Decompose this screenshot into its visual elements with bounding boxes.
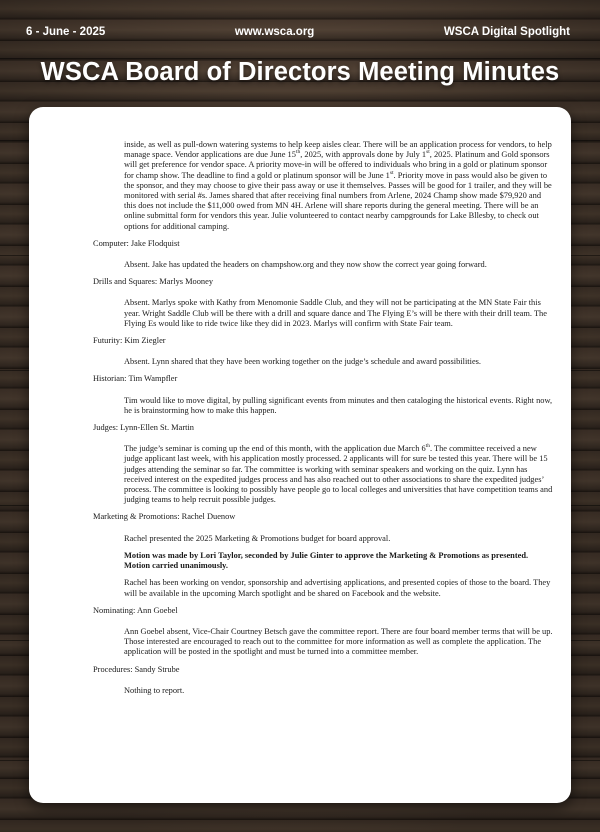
drills-paragraph: Absent. Marlys spoke with Kathy from Menomonie Saddle Club, and they will not be participating at the MN State Fair this year. Wright Saddle Club will be there with a drill and square dance and The Flying E’s will be there with their drill team. The Flying Es would like to ride twice like they did in 2023. Marlys will confirm with State Fair team.	[124, 298, 547, 328]
section-procedures	[93, 686, 555, 696]
section-computer	[93, 260, 555, 270]
committee-heading-futurity: Futurity: Kim Ziegler	[93, 336, 166, 346]
committee-heading-drills: Drills and Squares: Marlys Mooney	[93, 277, 214, 287]
futurity-paragraph: Absent. Lynn shared that they have been working together on the judge’s schedule and award possibilities.	[124, 357, 482, 367]
section-drills	[93, 298, 555, 329]
procedures-paragraph: Nothing to report.	[124, 685, 185, 695]
committee-heading-nominating: Nominating: Ann Goebel	[93, 605, 178, 615]
page-title: WSCA Board of Directors Meeting Minutes	[40, 58, 560, 86]
computer-paragraph: Absent. Jake has updated the headers on champshow.org and they now show the correct year going forward.	[124, 260, 487, 270]
minutes-card	[29, 107, 571, 803]
historian-paragraph: Tim would like to move digital, by pulling significant events from minutes and then cataloging the historical events. Right now, he is brainstorming how to make this happen.	[124, 395, 553, 415]
section-nominating	[93, 627, 555, 658]
page-header	[26, 22, 570, 42]
intro-paragraph: inside, as well as pull-down watering systems to help keep aisles clear. There will be an application process for vendors, to help manage space. Vendor applications are due June 15th, 2025, with approvals done by July 1st, 2025. Platinum and Gold sponsors will get preference for vendor space. A priority move-in will be offered to individuals who bring in a gold or platinum sponsor for champ show. The deadline to find a gold or platinum sponsor will be June 1st. Priority move in pass would also be given to the sponsor, and they may choose to give their pass away or use it themselves. Passes will be good for 1 trailer, and they will be monitored with serial #s. James shared that after receiving final numbers from Arlene, 2024 Champ show made $79,920 and this does not include the $11,000 owed from MN 4H. Arlene will share reports during the general meeting. There will be an online submittal form for vendors this year. Julie volunteered to contact nearby campgrounds for Lake Bllesby, to check out options for additional camping.	[124, 140, 552, 231]
committee-heading-procedures: Procedures: Sandy Strube	[93, 664, 180, 674]
publication-name: WSCA Digital Spotlight	[443, 26, 570, 38]
committee-heading-marketing: Marketing & Promotions: Rachel Duenow	[93, 512, 236, 522]
section-intro	[93, 140, 555, 232]
section-judges	[93, 444, 555, 505]
marketing-paragraph-2: Rachel has been working on vendor, sponsorship and advertising applications, and presented copies of those to the board. They will be available in the upcoming March spotlight and be shared on Facebook and the website.	[124, 578, 551, 598]
committee-heading-computer: Computer: Jake Flodquist	[93, 238, 180, 248]
website-link[interactable]: www.wsca.org	[234, 26, 315, 38]
section-historian	[93, 396, 555, 416]
issue-date: 6 - June - 2025	[26, 26, 106, 38]
section-futurity	[93, 357, 555, 367]
section-marketing	[93, 534, 555, 599]
judges-paragraph: The judge’s seminar is coming up the end of this month, with the application due March 6th. The committee received a new judge applicant last week, with his application mostly processed. 2 applicants will for sure be tested this year. There will be 15 judges attending the seminar so far. The committee is working with seminar speakers and working on the quiz. Lynn has received interest on the expedited judges process and has also reached out to other associations to share the expedited judges’ process. The committee is looking to possibly have people go to local colleges and universities that have competition teams and judging teams to help recruit possible judges.	[124, 443, 553, 505]
nominating-paragraph: Ann Goebel absent, Vice-Chair Courtney Betsch gave the committee report. There are four board member terms that will be up. Those interested are encouraged to reach out to the committee for more information as well as complete the application. The application will be posted in the spotlight and must be turned into a committee member.	[124, 626, 553, 657]
committee-heading-historian: Historian: Tim Wampfler	[93, 374, 178, 384]
marketing-motion: Motion was made by Lori Taylor, seconded by Julie Ginter to approve the Marketing & Promotions as presented. Motion carried unanimously.	[124, 550, 529, 571]
marketing-paragraph: Rachel presented the 2025 Marketing & Promotions budget for board approval.	[124, 533, 391, 543]
committee-heading-judges: Judges: Lynn-Ellen St. Martin	[93, 423, 194, 433]
